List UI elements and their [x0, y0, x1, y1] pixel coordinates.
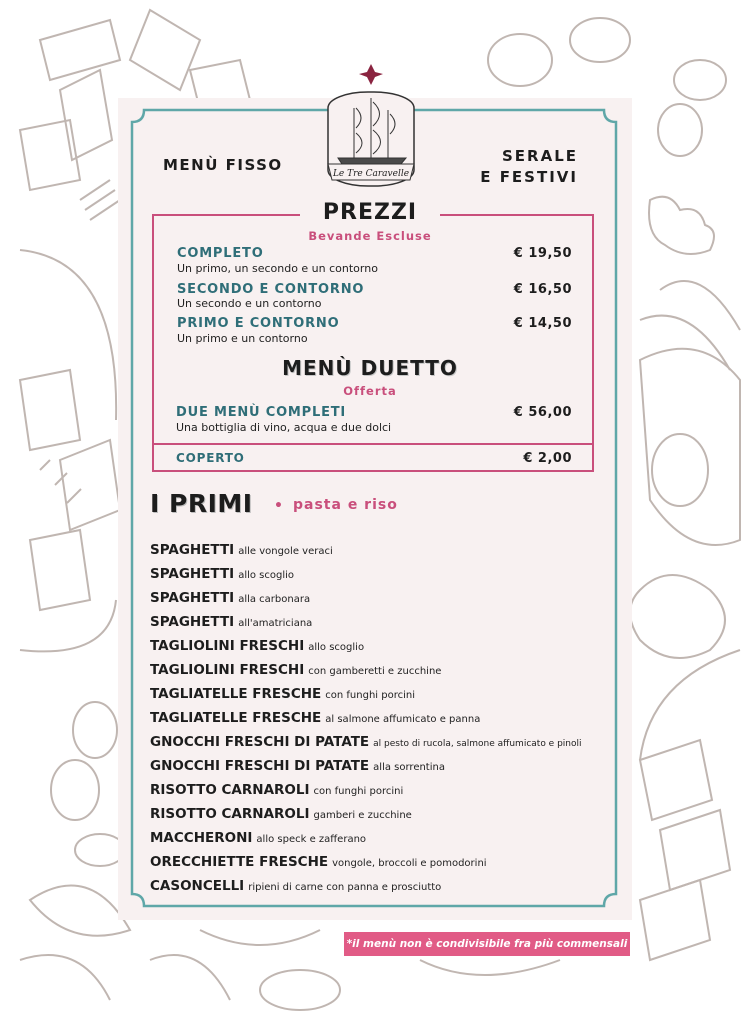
dish-item	[150, 779, 403, 798]
item-secondo-desc: Un secondo e un contorno	[177, 297, 322, 310]
dish-desc: al pesto di rucola, salmone affumicato e pinoli	[373, 739, 582, 749]
menu-fisso-label: MENÙ FISSO	[163, 156, 283, 174]
festivi-line: E FESTIVI	[480, 168, 578, 186]
pasta-sketch-left-middle	[20, 370, 120, 610]
herb-sketch-right	[640, 197, 740, 370]
dish-name: SPAGHETTI	[150, 566, 235, 582]
dish-desc: alla sorrentina	[373, 762, 445, 773]
menu-duetto-title: MENÙ DUETTO	[282, 356, 458, 380]
dish-desc: al salmone affumicato e panna	[325, 714, 481, 725]
dish-desc: ripieni di carne con panna e prosciutto	[248, 882, 442, 893]
dish-desc: allo scoglio	[308, 642, 365, 653]
item-primo-desc: Un primo e un contorno	[177, 332, 308, 345]
dish-item	[150, 731, 582, 750]
olive-sketches-right	[658, 60, 726, 156]
dish-desc: con funghi porcini	[313, 786, 404, 797]
garlic-sketch-right	[630, 575, 725, 658]
dish-name: MACCHERONI	[150, 830, 253, 846]
dish-item	[150, 803, 412, 822]
dish-desc: allo speck e zafferano	[256, 834, 367, 845]
dish-item	[150, 851, 487, 870]
dish-name: GNOCCHI FRESCHI DI PATATE	[150, 758, 370, 774]
pasta-e-riso-subtitle: pasta e riso	[293, 497, 398, 513]
dish-name: RISOTTO CARNAROLI	[150, 782, 310, 798]
coperto-price: € 2,00	[523, 451, 572, 466]
dish-item	[150, 635, 364, 654]
item-primo-title: PRIMO E CONTORNO	[177, 316, 340, 331]
dish-name: RISOTTO CARNAROLI	[150, 806, 310, 822]
bevande-escluse-subtitle: Bevande Escluse	[308, 229, 432, 243]
dish-name: SPAGHETTI	[150, 614, 235, 630]
item-secondo-title: SECONDO E CONTORNO	[177, 282, 365, 297]
dish-item	[150, 563, 294, 582]
item-duetto-title: DUE MENÙ COMPLETI	[176, 405, 347, 420]
dish-item	[150, 659, 441, 678]
dish-item	[150, 611, 312, 630]
dish-name: TAGLIATELLE FRESCHE	[150, 686, 322, 702]
dish-item	[150, 827, 366, 846]
dish-desc: allo scoglio	[238, 570, 295, 581]
dish-name: ORECCHIETTE FRESCHE	[150, 854, 329, 870]
dish-desc: con funghi porcini	[325, 690, 415, 701]
dish-item	[150, 755, 445, 774]
dish-item	[150, 875, 441, 894]
coperto-divider	[152, 443, 594, 445]
item-duetto-price: € 56,00	[513, 405, 572, 420]
item-primo-price: € 14,50	[513, 316, 572, 331]
dish-desc: alle vongole veraci	[238, 546, 333, 557]
serale-line: SERALE	[501, 147, 578, 165]
dish-desc: alla carbonara	[238, 594, 311, 605]
olive-sketches-left	[51, 702, 125, 866]
item-completo-title: COMPLETO	[177, 246, 264, 261]
footer-note: *il menù non è condivisibile fra più commensali	[344, 932, 630, 956]
dish-name: TAGLIOLINI FRESCHI	[150, 662, 305, 678]
dish-desc: vongole, broccoli e pomodorini	[332, 858, 487, 869]
dish-name: TAGLIOLINI FRESCHI	[150, 638, 305, 654]
item-secondo-price: € 16,50	[513, 282, 572, 297]
pasta-sketch-bottom-right	[640, 740, 730, 960]
prezzi-title: PREZZI	[300, 200, 440, 230]
dish-item	[150, 707, 480, 726]
dish-name: SPAGHETTI	[150, 542, 235, 558]
dish-item	[150, 683, 415, 702]
serale-festivi-label	[470, 146, 578, 188]
dish-name: GNOCCHI FRESCHI DI PATATE	[150, 734, 370, 750]
item-completo-price: € 19,50	[513, 246, 572, 261]
primi-bullet: •	[274, 498, 283, 514]
item-duetto-desc: Una bottiglia di vino, acqua e due dolci	[176, 421, 392, 434]
dish-name: CASONCELLI	[150, 878, 245, 894]
dish-item	[150, 539, 333, 558]
le-tre-caravelle-logo	[326, 58, 416, 188]
dish-name: SPAGHETTI	[150, 590, 235, 606]
dish-name: TAGLIATELLE FRESCHE	[150, 710, 322, 726]
item-completo-desc: Un primo, un secondo e un contorno	[177, 262, 378, 275]
offerta-subtitle: Offerta	[343, 384, 397, 398]
logo-text: Le Tre Caravelle	[332, 169, 410, 179]
avocado-sketch-right	[640, 349, 740, 545]
dish-item	[150, 587, 310, 606]
dish-desc: con gamberetti e zucchine	[308, 666, 442, 677]
dish-desc: gamberi e zucchine	[313, 810, 412, 821]
dish-desc: all'amatriciana	[238, 618, 313, 629]
plate-sketch-left	[20, 250, 116, 651]
i-primi-title: I PRIMI	[150, 489, 253, 518]
coperto-label: COPERTO	[176, 451, 245, 465]
egg-sketch-top-right	[488, 18, 630, 86]
